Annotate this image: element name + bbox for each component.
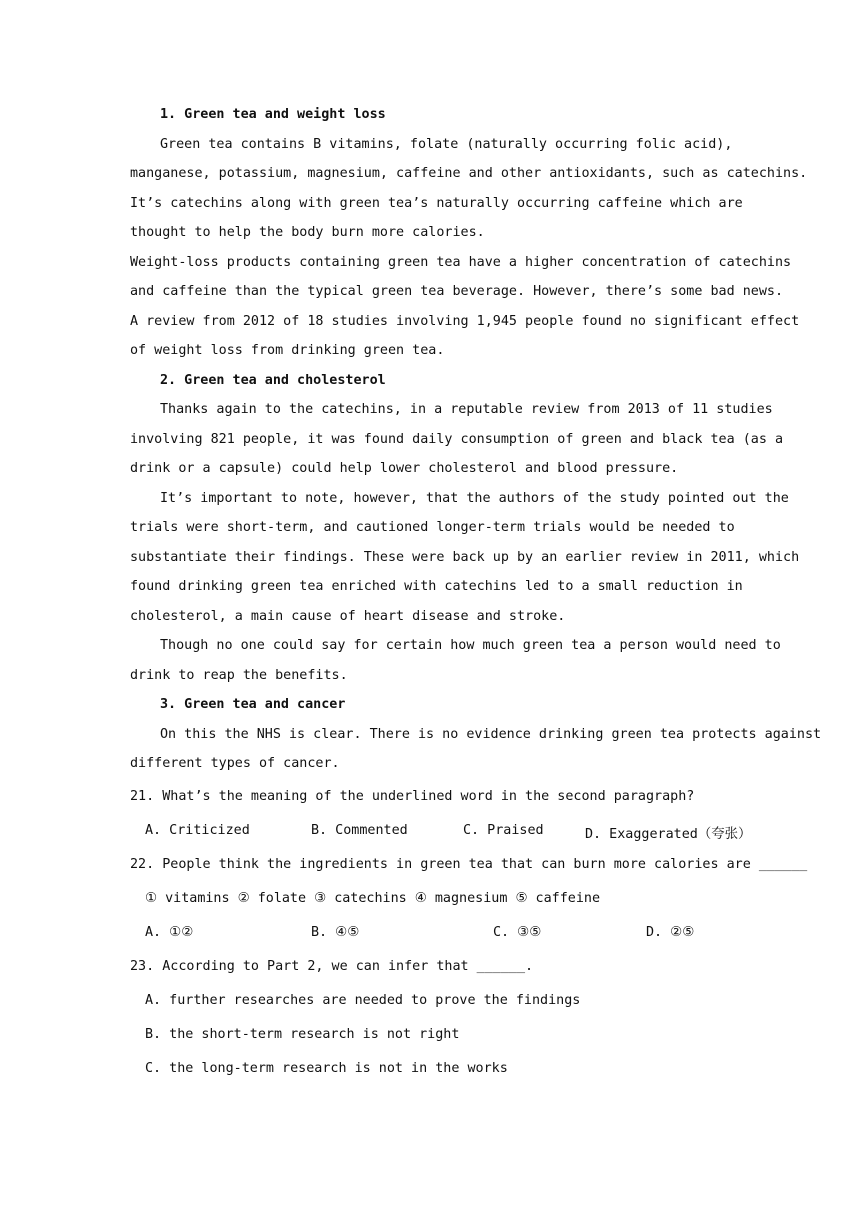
option-a[interactable]: A. ①② xyxy=(145,924,194,940)
option-c[interactable]: C. the long-term research is not in the works xyxy=(145,1060,508,1076)
option-a[interactable]: A. Criticized xyxy=(145,822,250,838)
option-d[interactable]: D. Exaggerated（夸张） xyxy=(585,826,752,842)
paragraph-line: On this the NHS is clear. There is no evidence drinking green tea protects against xyxy=(160,726,822,742)
paragraph-line: found drinking green tea enriched with catechins led to a small reduction in xyxy=(130,579,743,594)
paragraph-line: and caffeine than the typical green tea beverage. However, there’s some bad news. xyxy=(130,284,784,299)
question-23 xyxy=(130,951,732,985)
paragraph-line: involving 821 people, it was found daily consumption of green and black tea (as a xyxy=(130,431,784,447)
question-23-option-b xyxy=(130,1019,732,1053)
question-22 xyxy=(130,849,808,883)
option-b[interactable]: B. Commented xyxy=(311,822,408,838)
section-heading: 3. Green tea and cancer xyxy=(160,697,346,712)
option-d[interactable]: D. ②⑤ xyxy=(646,924,695,940)
paragraph-line: A review from 2012 of 18 studies involving 1,945 people found no significant effect xyxy=(130,313,800,329)
question-23-option-a xyxy=(130,985,732,1019)
option-a[interactable]: A. further researches are needed to prove the findings xyxy=(145,992,581,1008)
option-c[interactable]: C. Praised xyxy=(463,822,544,838)
question-22-items xyxy=(130,883,732,917)
paragraph-line: Though no one could say for certain how much green tea a person would need to xyxy=(160,638,781,653)
option-c[interactable]: C. ③⑤ xyxy=(493,924,542,940)
question-22-options xyxy=(130,917,732,951)
paragraph-line: substantiate their findings. These were back up by an earlier review in 2011, which xyxy=(130,549,800,565)
paragraph-line: manganese, potassium, magnesium, caffeine and other antioxidants, such as catechins. xyxy=(130,166,808,181)
section-heading: 2. Green tea and cholesterol xyxy=(160,372,386,388)
option-b[interactable]: B. ④⑤ xyxy=(311,924,360,940)
paragraph-line: of weight loss from drinking green tea. xyxy=(130,343,445,358)
paragraph-line: Thanks again to the catechins, in a reputable review from 2013 of 11 studies xyxy=(160,402,773,417)
paragraph-line: thought to help the body burn more calories. xyxy=(130,225,485,240)
paragraph-line: Weight-loss products containing green tea have a higher concentration of catechins xyxy=(130,254,792,270)
paragraph-line: trials were short-term, and cautioned longer-term trials would be needed to xyxy=(130,520,735,535)
document-page xyxy=(130,100,822,1087)
paragraph-line: It’s catechins along with green tea’s naturally occurring caffeine which are xyxy=(130,195,743,211)
paragraph-line: different types of cancer. xyxy=(130,756,340,771)
ingredient-list: ① vitamins ② folate ③ catechins ④ magnesium ⑤ caffeine xyxy=(145,890,601,906)
question-stem: 23. According to Part 2, we can infer that ______. xyxy=(130,958,534,974)
question-stem: 21. What’s the meaning of the underlined word in the second paragraph? xyxy=(130,788,695,804)
section-heading: 1. Green tea and weight loss xyxy=(160,107,386,122)
paragraph-line: drink to reap the benefits. xyxy=(130,667,348,683)
paragraph-line: drink or a capsule) could help lower cholesterol and blood pressure. xyxy=(130,461,679,476)
question-21-options xyxy=(130,815,752,849)
question-21 xyxy=(130,781,732,815)
paragraph-line: It’s important to note, however, that the authors of the study pointed out the xyxy=(160,490,789,506)
question-23-option-c xyxy=(130,1053,732,1087)
question-stem: 22. People think the ingredients in green tea that can burn more calories are ______ xyxy=(130,856,808,872)
paragraph-line: Green tea contains B vitamins, folate (naturally occurring folic acid), xyxy=(160,136,733,152)
paragraph-line: cholesterol, a main cause of heart disease and stroke. xyxy=(130,608,566,624)
option-b[interactable]: B. the short-term research is not right xyxy=(145,1026,460,1042)
